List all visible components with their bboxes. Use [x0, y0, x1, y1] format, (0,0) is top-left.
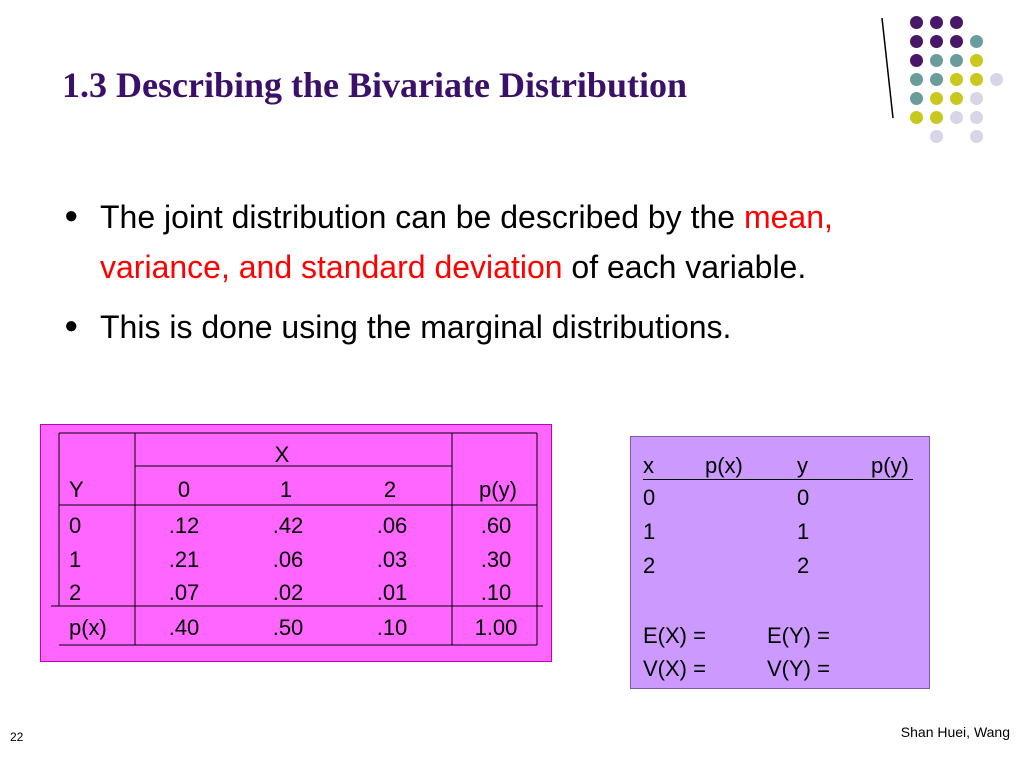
variance-x-label: V(X) =: [643, 656, 706, 681]
bullet-text: The joint distribution can be described by the: [100, 199, 744, 235]
decorative-dot: [910, 111, 923, 124]
decorative-dot: [930, 92, 943, 105]
decorative-dot: [910, 35, 923, 48]
y-value: 0: [797, 485, 810, 510]
table-cell-py: .10: [480, 580, 512, 605]
table-cell: .07: [168, 580, 200, 605]
bullet-item-1: [62, 192, 962, 292]
decorative-dot: [970, 35, 983, 48]
decorative-dot: [930, 73, 943, 86]
decorative-dot: [950, 35, 963, 48]
decorative-dot: [930, 111, 943, 124]
bullet-list: [62, 192, 962, 362]
variance-y-label: V(Y) =: [767, 656, 830, 681]
header-py: p(y): [871, 453, 909, 478]
decorative-dot: [950, 16, 963, 29]
x-value: 2: [643, 553, 656, 578]
bullet-text-end: of each variable.: [562, 249, 807, 285]
px-row-label: p(x): [69, 615, 107, 640]
decorative-dot: [930, 16, 943, 29]
decorative-dot: [950, 92, 963, 105]
table-cell: .06: [272, 547, 304, 572]
table-cell: .02: [272, 580, 304, 605]
decorative-dot: [970, 130, 983, 143]
page-number: 22: [10, 730, 24, 744]
header-px: p(x): [705, 453, 743, 478]
joint-distribution-table: [40, 424, 552, 662]
bullet-marker: ●: [64, 202, 79, 229]
decorative-dot: [930, 35, 943, 48]
table-cell: .12: [168, 513, 200, 538]
bullet-text: This is done using the marginal distributions.: [100, 309, 732, 345]
y-value: 1: [797, 519, 810, 544]
row-y-label: 0: [69, 513, 82, 538]
decorative-dot: [910, 73, 923, 86]
x-header: X: [274, 442, 290, 467]
decorative-dot: [970, 73, 983, 86]
x-value-1: 1: [279, 477, 293, 502]
px-cell: .50: [272, 615, 304, 640]
bullet-marker: ●: [64, 312, 79, 339]
table-cell-py: .60: [480, 513, 512, 538]
decorative-dot: [950, 111, 963, 124]
expected-x-label: E(X) =: [643, 623, 706, 648]
table-cell: .21: [168, 547, 200, 572]
decorative-dot: [930, 54, 943, 67]
y-header: Y: [69, 477, 84, 502]
bullet-highlight: mean, variance, and standard deviation: [100, 199, 833, 285]
decorative-dot: [970, 111, 983, 124]
decorative-dot: [950, 73, 963, 86]
decorative-dot: [910, 16, 923, 29]
decorative-dot: [990, 73, 1003, 86]
y-value: 2: [797, 553, 810, 578]
decorative-dot: [930, 130, 943, 143]
marginal-distribution-table: [630, 436, 930, 689]
py-header: p(y): [479, 477, 517, 502]
x-value: 1: [643, 519, 656, 544]
x-value: 0: [643, 485, 656, 510]
decorative-dot-grid: [906, 16, 1006, 166]
decorative-dot: [950, 54, 963, 67]
table-cell: .42: [272, 513, 304, 538]
px-cell: .40: [168, 615, 200, 640]
decorative-dot: [970, 92, 983, 105]
decorative-dot: [970, 54, 983, 67]
header-x: x: [643, 453, 654, 478]
table-cell-py: .30: [480, 547, 512, 572]
header-y: y: [797, 453, 808, 478]
row-y-label: 1: [69, 547, 82, 572]
x-value-0: 0: [177, 477, 191, 502]
decorative-dot: [910, 92, 923, 105]
expected-y-label: E(Y) =: [767, 623, 830, 648]
slide-title: 1.3 Describing the Bivariate Distribution: [62, 65, 687, 105]
px-cell: .10: [376, 615, 408, 640]
author-footer: Shan Huei, Wang: [900, 724, 1010, 740]
bullet-item-2: [62, 302, 962, 352]
table-cell: .06: [376, 513, 408, 538]
px-total: 1.00: [474, 615, 518, 640]
decorative-dot: [910, 54, 923, 67]
x-value-2: 2: [383, 477, 397, 502]
table-cell: .03: [376, 547, 408, 572]
table-cell: .01: [376, 580, 408, 605]
header-underline: [643, 479, 913, 480]
row-y-label: 2: [69, 580, 82, 605]
